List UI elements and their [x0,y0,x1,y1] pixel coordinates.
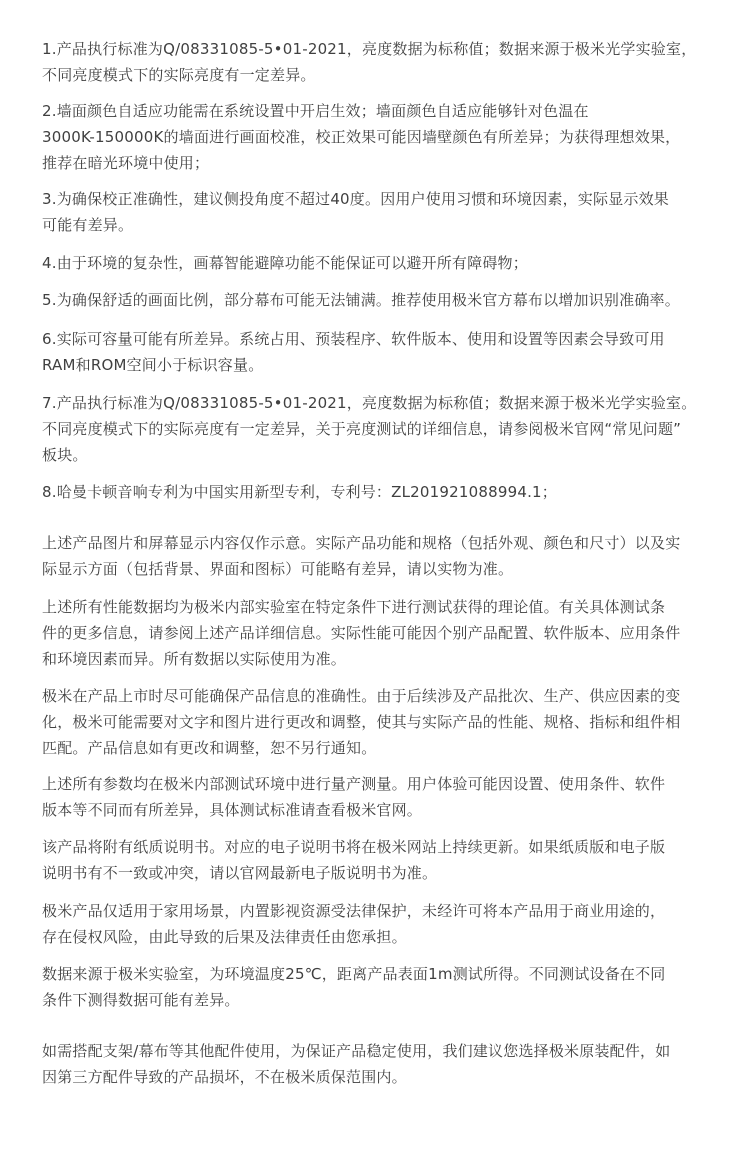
disclaimer-parameters: 上述所有参数均在极米内部测试环境中进行量产测量。用户体验可能因设置、使用条件、软件 版本等不同而有所差异，具体测试标准请查看极米官网。 [42,775,666,819]
note-3: 3.为确保校正准确性，建议侧投角度不超过40度。因用户使用习惯和环境因素，实际显示效果 可能有差异。 [42,190,670,234]
disclaimer-home-use: 极米产品仅适用于家用场景，内置影视资源受法律保护，未经许可将本产品用于商业用途的， 存在侵权风险，由此导致的后果及法律责任由您承担。 [42,902,666,946]
disclaimer-accessories: 如需搭配支架/幕布等其他配件使用，为保证产品稳定使用，我们建议您选择极米原装配件，如 因第三方配件导致的产品损坏，不在极米质保范围内。 [42,1042,671,1086]
note-1: 1.产品执行标准为Q/08331085-5•01-2021，亮度数据为标称值；数据来源于极米光学实验室， 不同亮度模式下的实际亮度有一定差异。 [42,40,697,84]
note-2: 2.墙面颜色自适应功能需在系统设置中开启生效；墙面颜色自适应能够针对色温在 3000K-150000K的墙面进行画面校准，校正效果可能因墙壁颜色有所差异；为获得理想效果， 推荐在暗光环境中使用； [42,102,681,172]
note-5: 5.为确保舒适的画面比例，部分幕布可能无法铺满。推荐使用极米官方幕布以增加识别准确率。 [42,291,680,309]
note-7: 7.产品执行标准为Q/08331085-5•01-2021，亮度数据为标称值；数据来源于极米光学实验室。 不同亮度模式下的实际亮度有一定差异，关于亮度测试的详细信息，请参阅极米官网“常见问题” 板块。 [42,394,697,464]
disclaimer-product-info: 极米在产品上市时尽可能确保产品信息的准确性。由于后续涉及产品批次、生产、供应因素的变 化，极米可能需要对文字和图片进行更改和调整，使其与实际产品的性能、规格、指标和组件相 匹配。产品信息如有更改和调整，恕不另行通知。 [42,687,681,757]
disclaimer-images: 上述产品图片和屏幕显示内容仅作示意。实际产品功能和规格（包括外观、颜色和尺寸）以及实 际显示方面（包括背景、界面和图标）可能略有差异，请以实物为准。 [42,534,681,578]
disclaimer-manual: 该产品将附有纸质说明书。对应的电子说明书将在极米网站上持续更新。如果纸质版和电子版 说明书有不一致或冲突，请以官网最新电子版说明书为准。 [42,838,666,882]
note-6: 6.实际可容量可能有所差异。系统占用、预装程序、软件版本、使用和设置等因素会导致可用 RAM和ROM空间小于标识容量。 [42,330,665,374]
note-4: 4.由于环境的复杂性，画幕智能避障功能不能保证可以避开所有障碍物； [42,254,528,272]
disclaimer-performance: 上述所有性能数据均为极米内部实验室在特定条件下进行测试获得的理论值。有关具体测试条 件的更多信息，请参阅上述产品详细信息。实际性能可能因个别产品配置、软件版本、应用条件 和环境因素而异。所有数据以实际使用为准。 [42,598,681,668]
note-8: 8.哈曼卡顿音响专利为中国实用新型专利，专利号：ZL201921088994.1； [42,483,557,501]
disclaimer-test-conditions: 数据来源于极米实验室，为环境温度25℃，距离产品表面1m测试所得。不同测试设备在不同 条件下测得数据可能有差异。 [42,965,666,1009]
